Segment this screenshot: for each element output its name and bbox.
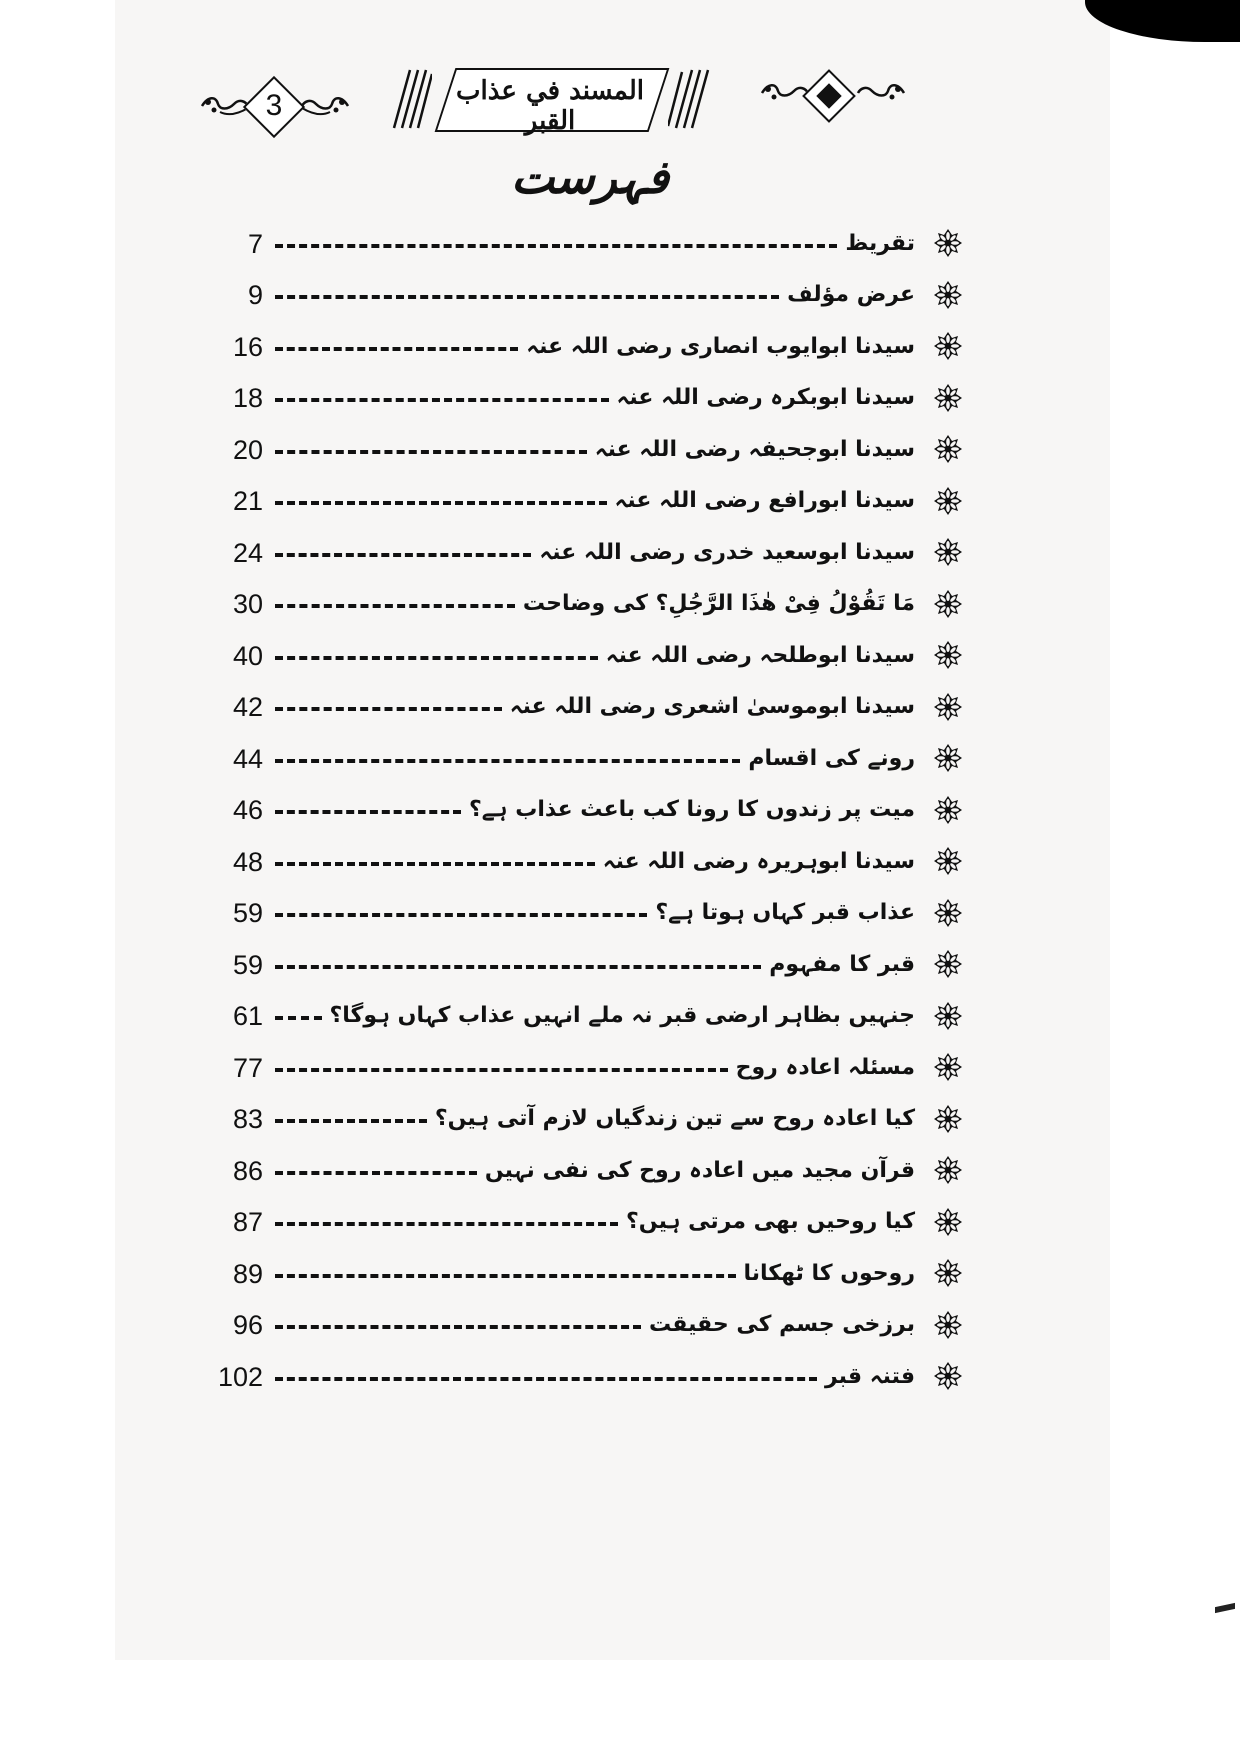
eight-petal-flower-icon <box>933 846 963 876</box>
toc-entry-title: قرآن مجید میں اعادہ روح کی نفی نہیں <box>484 1157 915 1183</box>
toc-page-number: 102 <box>217 1361 263 1392</box>
leader-dashes <box>275 450 587 454</box>
toc-entry-title: برزخی جسم کی حقیقت <box>648 1312 915 1338</box>
toc-row[interactable] <box>205 733 915 785</box>
hatch-right-icon <box>668 68 712 130</box>
eight-petal-flower-icon <box>933 486 963 516</box>
book-title: المسند في عذاب القبر <box>456 76 644 136</box>
eight-petal-flower-icon <box>933 1104 963 1134</box>
eight-petal-flower-icon <box>933 795 963 825</box>
eight-petal-flower-icon <box>933 1207 963 1237</box>
toc-page-number: 59 <box>232 898 263 929</box>
toc-entry-title: میت پر زندوں کا رونا کب باعث عذاب ہے؟ <box>469 797 915 823</box>
toc-row[interactable] <box>205 1042 915 1094</box>
leader-dashes <box>275 604 515 608</box>
toc-row[interactable] <box>205 630 915 682</box>
toc-page-number: 24 <box>232 537 263 568</box>
toc-entry-title: جنہیں بظاہر ارضی قبر نہ ملے انہیں عذاب کہاں ہوگا؟ <box>329 1003 915 1029</box>
toc-entry-title: تقریظ <box>845 230 915 256</box>
toc-entry-title: عذاب قبر کہاں ہوتا ہے؟ <box>655 900 915 926</box>
eight-petal-flower-icon <box>933 1052 963 1082</box>
toc-row[interactable] <box>205 321 915 373</box>
toc-page-number: 87 <box>232 1207 263 1238</box>
leader-dashes <box>275 1377 817 1381</box>
flourish-right-icon <box>300 94 350 116</box>
toc-entry-title: روحوں کا ٹھکانا <box>743 1260 915 1286</box>
eight-petal-flower-icon <box>933 1361 963 1391</box>
leader-dashes <box>275 965 761 969</box>
toc-row[interactable] <box>205 476 915 528</box>
eight-petal-flower-icon <box>933 589 963 619</box>
leader-dashes <box>275 398 609 402</box>
page-number: 3 <box>265 89 283 122</box>
leader-dashes <box>275 1222 618 1226</box>
leader-dashes <box>275 1119 427 1123</box>
leader-dashes <box>275 347 518 351</box>
eight-petal-flower-icon <box>933 537 963 567</box>
flourish-left-icon <box>200 94 250 116</box>
toc-page-number: 48 <box>232 846 263 877</box>
toc-entry-title: فتنہ قبر <box>825 1363 915 1389</box>
scan-mark <box>1215 1603 1235 1613</box>
toc-page-number: 96 <box>232 1310 263 1341</box>
toc-entry-title: سیدنا ابوایوب انصاری رضی اللہ عنہ <box>526 333 915 359</box>
flourish-left-icon <box>760 81 810 103</box>
toc-entry-title: کیا روحیں بھی مرتی ہیں؟ <box>626 1209 915 1235</box>
toc-page-number: 20 <box>232 434 263 465</box>
toc-page-number: 42 <box>232 692 263 723</box>
leader-dashes <box>275 1016 322 1020</box>
toc-row[interactable] <box>205 1145 915 1197</box>
eight-petal-flower-icon <box>933 1310 963 1340</box>
toc-entry-title: کیا اعادہ روح سے تین زندگیاں لازم آتی ہیں؟ <box>434 1106 915 1132</box>
page-title: فہرست <box>510 150 670 204</box>
toc-entry-title: سیدنا ابوطلحہ رضی اللہ عنہ <box>605 642 915 668</box>
leader-dashes <box>275 862 595 866</box>
table-of-contents <box>205 218 915 1403</box>
eight-petal-flower-icon <box>933 383 963 413</box>
leader-dashes <box>275 244 837 248</box>
toc-row[interactable] <box>205 218 915 270</box>
toc-entry-title: سیدنا ابوہریرہ رضی اللہ عنہ <box>602 848 915 874</box>
leader-dashes <box>275 707 502 711</box>
toc-row[interactable] <box>205 424 915 476</box>
leader-dashes <box>275 1068 728 1072</box>
eight-petal-flower-icon <box>933 434 963 464</box>
toc-page-number: 18 <box>232 383 263 414</box>
eight-petal-flower-icon <box>933 949 963 979</box>
leader-dashes <box>275 913 647 917</box>
leader-dashes <box>275 501 607 505</box>
leader-dashes <box>275 1274 736 1278</box>
toc-row[interactable] <box>205 1248 915 1300</box>
toc-row[interactable] <box>205 939 915 991</box>
toc-page-number: 30 <box>232 589 263 620</box>
toc-page-number: 77 <box>232 1052 263 1083</box>
eight-petal-flower-icon <box>933 743 963 773</box>
leader-dashes <box>275 553 531 557</box>
eight-petal-flower-icon <box>933 640 963 670</box>
toc-page-number: 83 <box>232 1104 263 1135</box>
toc-entry-title: سیدنا ابوسعید خدری رضی اللہ عنہ <box>539 539 915 565</box>
toc-page-number: 40 <box>232 640 263 671</box>
toc-page-number: 46 <box>232 795 263 826</box>
leader-dashes <box>275 759 740 763</box>
toc-row[interactable] <box>205 1094 915 1146</box>
toc-entry-title: سیدنا ابوبکرہ رضی اللہ عنہ <box>616 385 915 411</box>
toc-row[interactable] <box>205 373 915 425</box>
toc-row[interactable] <box>205 1351 915 1403</box>
toc-row[interactable] <box>205 579 915 631</box>
running-header <box>200 60 1040 140</box>
toc-row[interactable] <box>205 682 915 734</box>
eight-petal-flower-icon <box>933 228 963 258</box>
toc-entry-title: عرض مؤلف <box>787 282 915 308</box>
hatch-left-icon <box>388 68 432 130</box>
leader-dashes <box>275 810 461 814</box>
leader-dashes <box>275 295 779 299</box>
eight-petal-flower-icon <box>933 331 963 361</box>
toc-page-number: 9 <box>247 280 263 311</box>
toc-row[interactable] <box>205 270 915 322</box>
toc-row[interactable] <box>205 991 915 1043</box>
toc-row[interactable] <box>205 1300 915 1352</box>
leader-dashes <box>275 656 598 660</box>
toc-page-number: 7 <box>247 228 263 259</box>
toc-page-number: 16 <box>232 331 263 362</box>
toc-row[interactable] <box>205 1197 915 1249</box>
leader-dashes <box>275 1171 477 1175</box>
eight-petal-flower-icon <box>933 1155 963 1185</box>
toc-page-number: 89 <box>232 1258 263 1289</box>
toc-page-number: 44 <box>232 743 263 774</box>
toc-entry-title: سیدنا ابوموسیٰ اشعری رضی اللہ عنہ <box>509 694 915 720</box>
eight-petal-flower-icon <box>933 692 963 722</box>
toc-entry-title: قبر کا مفہوم <box>769 951 915 977</box>
toc-page-number: 21 <box>232 486 263 517</box>
toc-entry-title: مَا تَقُوْلُ فِیْ ھٰذَا الرَّجُلِ؟ کی وضاحت <box>522 591 915 617</box>
eight-petal-flower-icon <box>933 898 963 928</box>
toc-entry-title: مسئلہ اعادہ روح <box>735 1054 915 1080</box>
eight-petal-flower-icon <box>933 1001 963 1031</box>
toc-entry-title: سیدنا ابورافع رضی اللہ عنہ <box>614 488 915 514</box>
toc-row[interactable] <box>205 888 915 940</box>
toc-page-number: 59 <box>232 949 263 980</box>
toc-entry-title: سیدنا ابوجحیفہ رضی اللہ عنہ <box>594 436 915 462</box>
toc-page-number: 61 <box>232 1001 263 1032</box>
leader-dashes <box>275 1325 641 1329</box>
eight-petal-flower-icon <box>933 280 963 310</box>
flourish-right-icon <box>856 81 906 103</box>
right-header-ornament <box>760 75 910 125</box>
toc-entry-title: رونے کی اقسام <box>748 745 915 771</box>
page-number-ornament <box>200 80 380 130</box>
toc-page-number: 86 <box>232 1155 263 1186</box>
eight-petal-flower-icon <box>933 1258 963 1288</box>
toc-row[interactable] <box>205 785 915 837</box>
toc-row[interactable] <box>205 836 915 888</box>
toc-row[interactable] <box>205 527 915 579</box>
